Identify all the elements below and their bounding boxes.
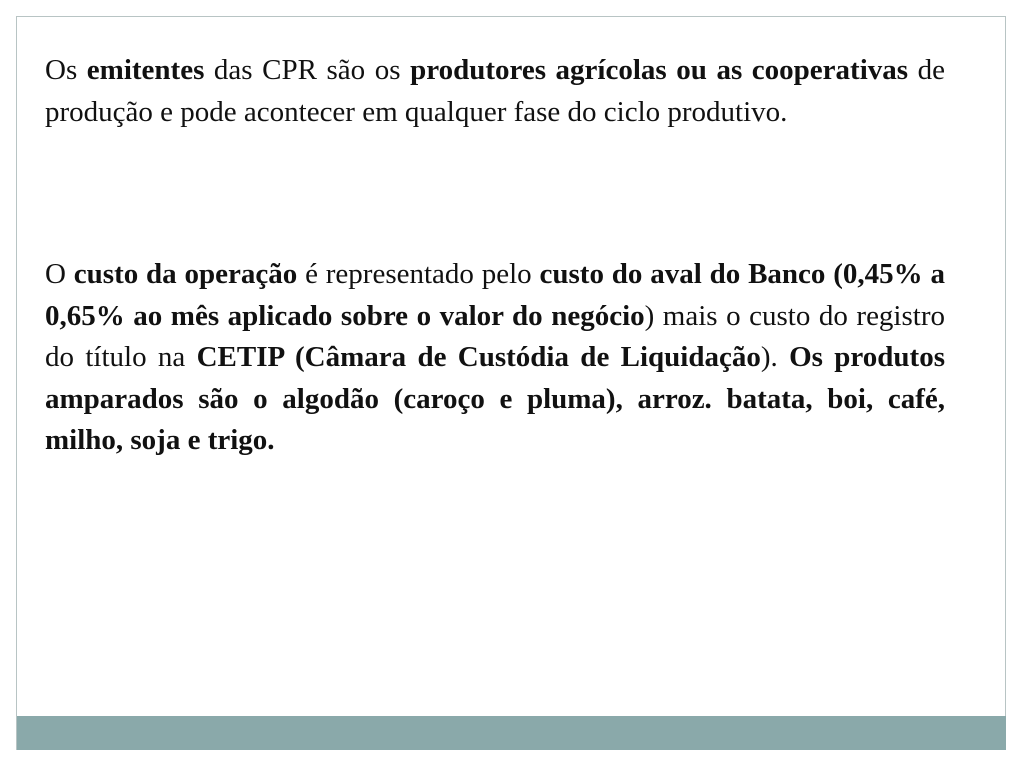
paragraph-1-run-bold: emitentes [86, 54, 205, 86]
paragraph-emitentes [45, 50, 945, 133]
paragraph-2-run: ) mais o custo do registro do título na [45, 299, 945, 373]
paragraph-2-run-bold: custo da operação [73, 258, 298, 290]
paragraph-1-run: Os [45, 54, 87, 86]
paragraph-2-run-bold: CETIP (Câmara de Custódia de Liquidação [196, 341, 761, 373]
paragraph-2-run-bold: Os produtos amparados são o algodão (caroço e pluma), arroz. batata, boi, café, milho, soja e trigo. [45, 341, 945, 456]
paragraph-2-run: ). [760, 341, 790, 373]
paragraph-1-run-bold: produtores agrícolas ou as cooperativas [410, 54, 909, 86]
paragraph-custo-operacao [45, 254, 945, 462]
paragraph-1-run: de produção e pode acontecer em qualquer fase do ciclo produtivo. [45, 54, 945, 128]
paragraph-1-run: das CPR são os [204, 54, 411, 86]
paragraph-2-run-bold: custo do aval do Banco (0,45% a 0,65% ao mês aplicado sobre o valor do negócio [45, 258, 945, 332]
paragraph-2-run: O [45, 258, 74, 290]
paragraph-2-run: é representado pelo [297, 258, 540, 290]
footer-bar [17, 716, 1006, 750]
